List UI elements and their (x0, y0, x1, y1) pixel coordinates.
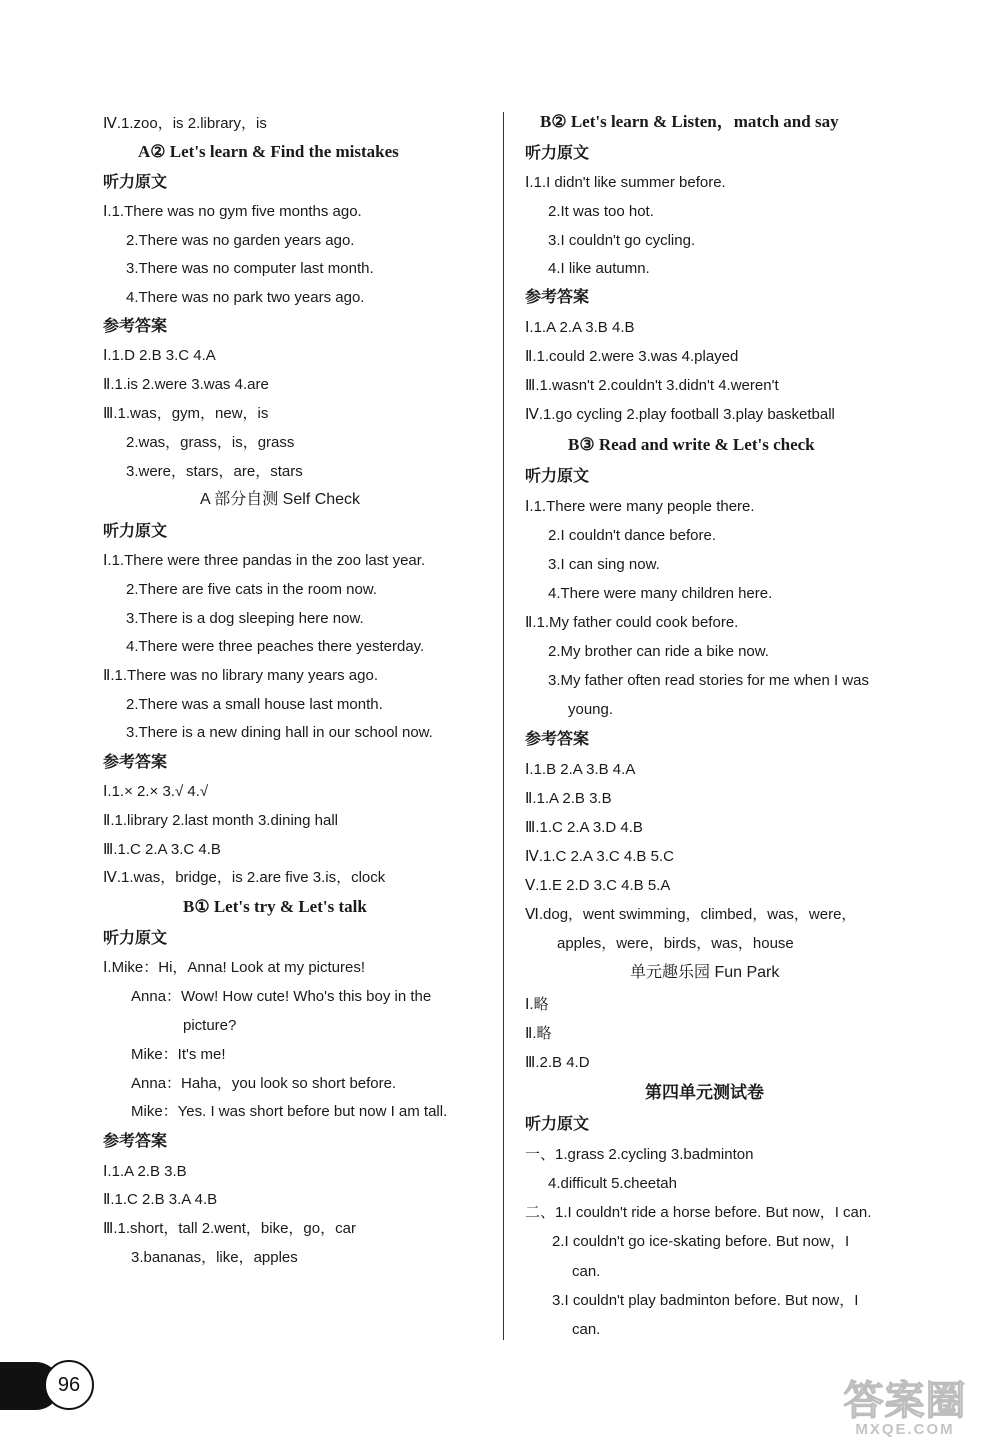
section-heading: B③ Read and write & Let's check (568, 435, 815, 454)
answer-line: Ⅱ.1.C 2.B 3.A 4.B (103, 1191, 218, 1208)
page-number: 96 (44, 1360, 94, 1410)
text-line: 2.My brother can ride a bike now. (548, 643, 769, 660)
text-line: 2.There was no garden years ago. (126, 232, 355, 249)
text-line: Ⅱ.1.There was no library many years ago. (103, 667, 379, 684)
answer-line: Ⅲ.1.C 2.A 3.C 4.B (103, 841, 221, 858)
section-label: 听力原文 (103, 523, 168, 540)
text-line: 3.There is a new dining hall in our school now. (126, 724, 433, 741)
answer-line: Ⅳ.1.zoo，is 2.library，is (103, 115, 267, 132)
text-line: Ⅱ.1.My father could cook before. (525, 614, 739, 631)
text-line: 3.My father often read stories for me when I was (548, 672, 869, 689)
answer-line: Ⅰ.1.× 2.× 3.√ 4.√ (103, 783, 209, 800)
watermark-url: MXQE.COM (855, 1421, 955, 1438)
text-line: Ⅰ.1.There were three pandas in the zoo last year. (103, 552, 426, 569)
column-divider (503, 112, 504, 1340)
text-line: Anna：Haha，you look so short before. (131, 1075, 397, 1092)
section-label: 听力原文 (525, 1116, 590, 1133)
answer-line: Ⅳ.1.C 2.A 3.C 4.B 5.C (525, 848, 674, 865)
answer-line: 3.were，stars，are，stars (126, 463, 303, 480)
answer-line: Ⅲ.2.B 4.D (525, 1054, 590, 1071)
text-line: Ⅰ.1.There was no gym five months ago. (103, 203, 362, 220)
section-label: 参考答案 (103, 318, 168, 335)
section-heading: A 部分自测 Self Check (200, 491, 361, 508)
text-line: can. (572, 1263, 601, 1280)
section-label: 听力原文 (525, 145, 590, 162)
text-line: Ⅰ.1.I didn't like summer before. (525, 174, 726, 191)
text-line: young. (568, 701, 614, 718)
text-line: 4.difficult 5.cheetah (548, 1175, 677, 1192)
text-line: 2.There are five cats in the room now. (126, 581, 377, 598)
answer-line: Ⅲ.1.was，gym，new，is (103, 405, 269, 422)
section-heading: 第四单元测试卷 (645, 1083, 764, 1102)
answer-line: Ⅲ.1.C 2.A 3.D 4.B (525, 819, 643, 836)
answer-line: Ⅱ.1.is 2.were 3.was 4.are (103, 376, 269, 393)
answer-line: Ⅰ.1.A 2.B 3.B (103, 1163, 187, 1180)
text-line: 2.I couldn't dance before. (548, 527, 716, 544)
text-line: Anna：Wow! How cute! Who's this boy in the (131, 988, 432, 1005)
section-heading: B① Let's try & Let's talk (183, 897, 367, 916)
section-label: 参考答案 (103, 754, 168, 771)
answer-line: Ⅳ.1.was，bridge，is 2.are five 3.is，clock (103, 869, 386, 886)
text-line: 4.There were many children here. (548, 585, 773, 602)
text-line: 3.I couldn't go cycling. (548, 232, 696, 249)
answer-line: Ⅲ.1.short，tall 2.went，bike，go，car (103, 1220, 356, 1237)
text-line: 一、1.grass 2.cycling 3.badminton (525, 1146, 754, 1163)
answer-line: Ⅰ.1.D 2.B 3.C 4.A (103, 347, 216, 364)
section-heading: B② Let's learn & Listen，match and say (540, 112, 839, 131)
section-label: 参考答案 (525, 731, 590, 748)
answer-line: Ⅰ.1.A 2.A 3.B 4.B (525, 319, 635, 336)
watermark-text: 答案圈 (843, 1379, 967, 1423)
text-line: 4.There was no park two years ago. (126, 289, 365, 306)
watermark-logo (820, 1380, 990, 1440)
answer-line: 2.was，grass，is，grass (126, 434, 295, 451)
text-line: Ⅰ.Mike：Hi，Anna! Look at my pictures! (103, 959, 366, 976)
text-line: 2.There was a small house last month. (126, 696, 383, 713)
section-label: 参考答案 (525, 289, 590, 306)
answer-line: Ⅱ.略 (525, 1025, 552, 1042)
text-line: 3.There was no computer last month. (126, 260, 374, 277)
section-label: 听力原文 (525, 468, 590, 485)
text-line: 3.I couldn't play badminton before. But now，I (552, 1292, 859, 1309)
answer-line: 3.bananas，like，apples (131, 1249, 298, 1266)
section-heading: A② Let's learn & Find the mistakes (138, 142, 399, 161)
text-line: picture? (183, 1017, 237, 1034)
text-line: 4.There were three peaches there yesterday. (126, 638, 425, 655)
text-line: 2.It was too hot. (548, 203, 654, 220)
answer-line: Ⅰ.略 (525, 996, 549, 1013)
text-line: Mike：It's me! (131, 1046, 226, 1063)
answer-line: Ⅲ.1.wasn't 2.couldn't 3.didn't 4.weren't (525, 377, 779, 394)
section-heading: 单元趣乐园 Fun Park (630, 964, 780, 981)
section-label: 听力原文 (103, 930, 168, 947)
text-line: Mike：Yes. I was short before but now I am tall. (131, 1103, 448, 1120)
text-line: 3.I can sing now. (548, 556, 660, 573)
answer-line: Ⅵ.dog，went swimming，climbed，was，were， (525, 906, 857, 923)
text-line: 4.I like autumn. (548, 260, 650, 277)
answer-line: Ⅰ.1.B 2.A 3.B 4.A (525, 761, 636, 778)
answer-line: Ⅳ.1.go cycling 2.play football 3.play basketball (525, 406, 835, 423)
answer-line: Ⅱ.1.could 2.were 3.was 4.played (525, 348, 739, 365)
answer-line: Ⅱ.1.A 2.B 3.B (525, 790, 612, 807)
text-line: 二、1.I couldn't ride a horse before. But now，I can. (525, 1204, 872, 1221)
answer-line: Ⅱ.1.library 2.last month 3.dining hall (103, 812, 339, 829)
section-label: 听力原文 (103, 174, 168, 191)
text-line: can. (572, 1321, 601, 1338)
answer-line: apples，were，birds，was，house (557, 935, 794, 952)
text-line: Ⅰ.1.There were many people there. (525, 498, 755, 515)
text-line: 2.I couldn't go ice-skating before. But now，I (552, 1233, 850, 1250)
section-label: 参考答案 (103, 1133, 168, 1150)
text-line: 3.There is a dog sleeping here now. (126, 610, 364, 627)
answer-line: Ⅴ.1.E 2.D 3.C 4.B 5.A (525, 877, 671, 894)
